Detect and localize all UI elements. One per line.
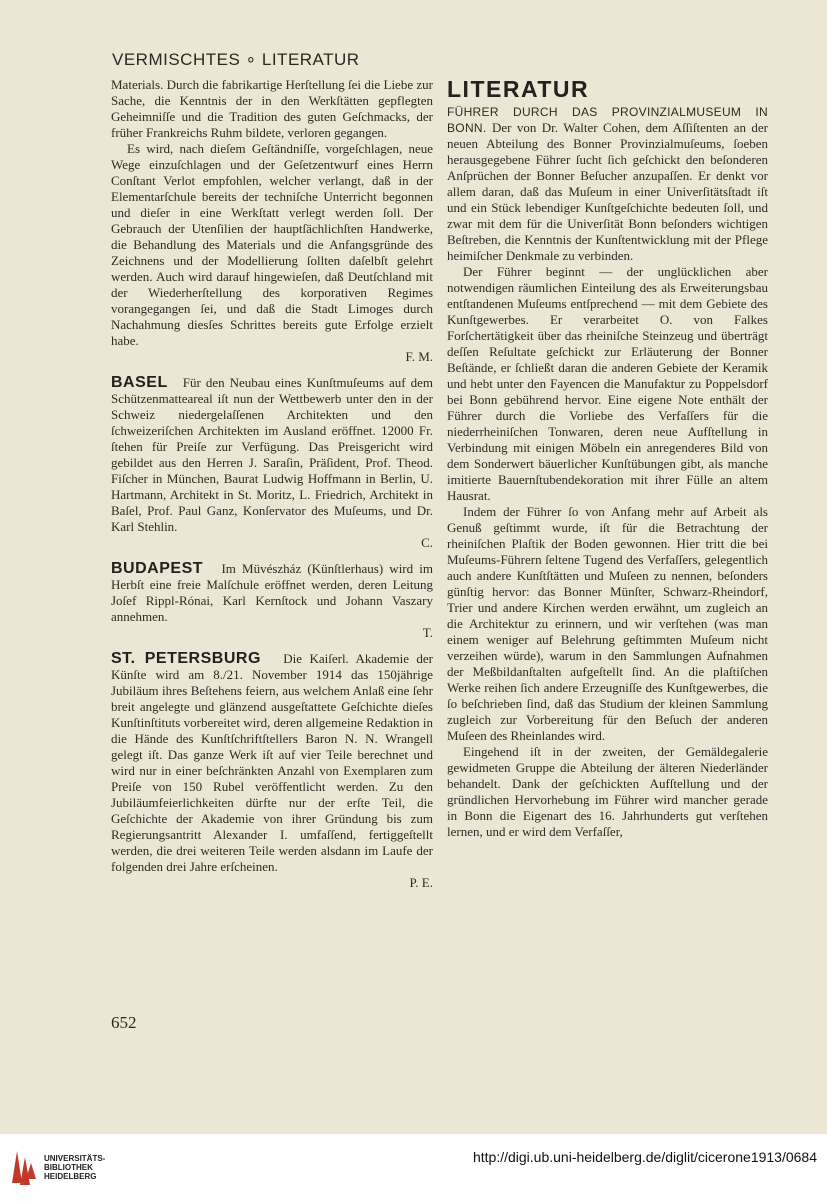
paragraph: Eingehend iſt in der zweiten, der Gemäldegalerie gewidmeten Gruppe die Abteilung der älteren Niederländer behandelt. Dank der geſchickten Aufſtellung und der gründlichen Hervorhebung im Führer wird mancher gerade in Bonn die Eigenart des 16. Jahrhunderts gut verſtehen lernen, und er wird dem Verfaſſer, [447,744,768,839]
section-heading: BUDAPEST [111,560,204,577]
section-text: Für den Neubau eines Kunſtmuſeums auf dem Schützenmatteareal iſt nun der Wettbewerb unter den in der Schweiz niedergelaſſenen Architekten und den ſchweizeriſchen Architekten im Ausland eröffnet. 12000 Fr. ſtehen für Preiſe zur Verfügung. Das Preisgericht wird gebildet aus den Herren J. Saraſin, Präſident, Prof. Theod. Fiſcher in München, Baurat Ludwig Hoffmann in Berlin, U. Hartmann, Architekt in St. Moritz, L. Friedrich, Architekt in Baſel, Prof. Paul Ganz, Konſervator des Muſeums, und Dr. Karl Stehlin. [111,375,433,534]
book-title: FÜHRER DURCH DAS PROVINZIALMUSEUM IN BONN. [447,105,768,135]
viewer-footer [0,1134,827,1201]
left-column [111,77,433,891]
right-column [447,76,768,840]
paragraph-text: Es wird, nach dieſem Geſtändniſſe, vorgeſchlagen, neue Wege einzuſchlagen und der Geſetzentwurf eines Herrn Conſtant Verlot empfohlen, welcher verlangt, daß in der Elementarſchule bereits der techniſche Unterricht begonnen und dieſer in eine Werkſtatt verlegt werden ſoll. Der Gebrauch der Utenſilien der hauptſächlichſten Handwerke, die Behandlung des Materials und die Anfangsgründe des Zeichnens und der Modellierung ſollten daſelbſt gelehrt werden. Auch wird darauf hingewieſen, daß Deutſchland mit der Wiederherſtellung des korporativen Regimes vorangegangen ſei, und daß die Stadt Limoges durch Nachahmung diesſes Schrittes bereits gute Erfolge erzielt habe. [111,141,433,348]
section-heading: BASEL [111,374,168,391]
paragraph [447,104,768,264]
section-budapest [111,561,433,641]
page-number: 652 [111,1013,137,1032]
paragraph: Der Führer beginnt — der unglücklichen aber notwendigen räumlichen Einteilung des als Erweiterungsbau entſtandenen Muſeums entſprechend — mit dem Gebiete des Kunſtgewerbes. Er verarbeitet O. von Falkes Forſchertätigkeit über das rheiniſche Steinzeug und überträgt deſſen Reſultate geſchickt zur Erläuterung der Bonner Beſtände, er ſchließt daran die anderen Gebiete der Keramik und hebt unter den Fayencen die Manufaktur zu Poppelsdorf bei Bonn gebührend hervor. Eine eigene Note enthält der Führer durch die Vorliebe des Verfaſſers für die niederrheiniſchen Tonwaren, deren neue Aufſtellung in Verbindung mit einigen Möbeln ein anregenderes Bild von dem Sonderwert bäuerlicher Kunſtübungen gibt, als manche imitierte Bauernſtubendekoration mit ihrer Fülle an altem Hausrat. [447,264,768,503]
library-line: BIBLIOTHEK [44,1163,93,1172]
section-text: Im Müvészház (Künſtlerhaus) wird im Herbſt eine freie Malſchule eröffnet werden, deren Leitung Joſef Rippl-Rónai, Karl Kernſtock und Johann Vaszary annehmen. [111,561,433,624]
section-text: Die Kaiſerl. Akademie der Künſte wird am 8./21. November 1914 das 150jährige Jubiläum ihres Beſtehens feiern, aus welchem Anlaß eine ſehr breit angelegte und glänzend ausgeſtattete Geſchichte dieſes Kunſtinſtituts vorbereitet wird, deren allgemeine Redaktion in die Hände des Kunſtſchriftſtellers Baron N. N. Wrangell gelegt iſt. Das ganze Werk iſt auf vier Teile berechnet und wird nur in einer beſchränkten Anzahl von Exemplaren zum Preiſe von 150 Rubel veröffentlicht werden. Zu den Jubiläumfeierlichkeiten dürfte nur der erſte Teil, die Geſchichte der Akademie von ihrer Gründung bis zum Regierungsantritt Alexander I. umfaſſend, fertiggeſtellt werden, die drei weiteren Teile werden alsdann im Laufe der folgenden drei Jahre erſcheinen. [111,651,434,874]
section-basel [111,375,433,551]
signature: C. [421,535,433,550]
signature: F. M. [405,349,433,364]
paragraph-text: Der von Dr. Walter Cohen, dem Aſſiſtenten an der neuen Abteilung des Bonner Provinzialmuſeums, ſoeben herausgegebene Führer ſucht ſich geſchickt den beſonderen Anſprüchen der Bonner Beſucher anzupaſſen. Er denkt vor allem daran, daß das Muſeum in einer Univerſitätsſtadt iſt und ein Stück lebendiger Kunſtgeſchichte bedeuten ſoll, und zwar mit dem für die Univerſität Bonn beſonders wichtigen Beſtreben, die Kenntnis der Kunſtentwicklung mit der Pflege heimiſcher Denkmale zu verbinden. [447,120,769,263]
library-name [44,1154,105,1181]
source-url[interactable]: http://digi.ub.uni-heidelberg.de/diglit/cicerone1913/0684 [472,1149,817,1165]
library-line: HEIDELBERG [44,1172,97,1181]
literature-title: LITERATUR [447,76,590,102]
paragraph: Indem der Führer ſo von Anfang mehr auf Arbeit als Genuß geſtimmt wurde, iſt für die Betrachtung der rheiniſchen Plaſtik der Boden gewonnen. Hier tritt die bei Muſeums-Führern ſeltene Tugend des Verfaſſers, gelegentlich auch andere Kunſtſtätten und Muſeen zu nennen, beſonders günſtig hervor: das Bonner Münſter, Schwarz-Rheindorf, Trier und andere Kirchen werden erwähnt, um zugleich an die Architektur zu erinnern, und wir verſtehen (was man einem weniger auf Belehrung geſtimmten Muſeum nicht verzeihen würde), warum in den Sammlungen Aufnahmen der Meßbildanſtalten aufgeſtellt ſind. An die plaſtiſchen Werke reihen ſich andere Erzeugniſſe des Kunſtgewerbes, die ſo beſchrieben ſind, daß das Studium der kleinen Sammlung zugleich zur Vorbereitung für den Beſuch der anderen Muſeen des Rheinlandes wird. [447,504,768,743]
section-petersburg [111,651,433,891]
section-heading: ST. PETERSBURG [111,650,261,667]
paragraph [111,141,433,365]
running-header: VERMISCHTES ∘ LITERATUR [112,50,360,69]
signature: P. E. [409,875,433,890]
university-seal-icon [8,1143,38,1193]
paragraph: Materials. Durch die fabrikartige Herſtellung ſei die Liebe zur Sache, die Kenntnis der in den Werkſtätten gepflegten Geheimniſſe und die Tradition des guten Geſchmacks, der früher Frankreichs Ruhm bildete, verloren gegangen. [111,77,433,140]
signature: T. [422,625,433,640]
library-line: UNIVERSITÄTS- [44,1154,106,1163]
